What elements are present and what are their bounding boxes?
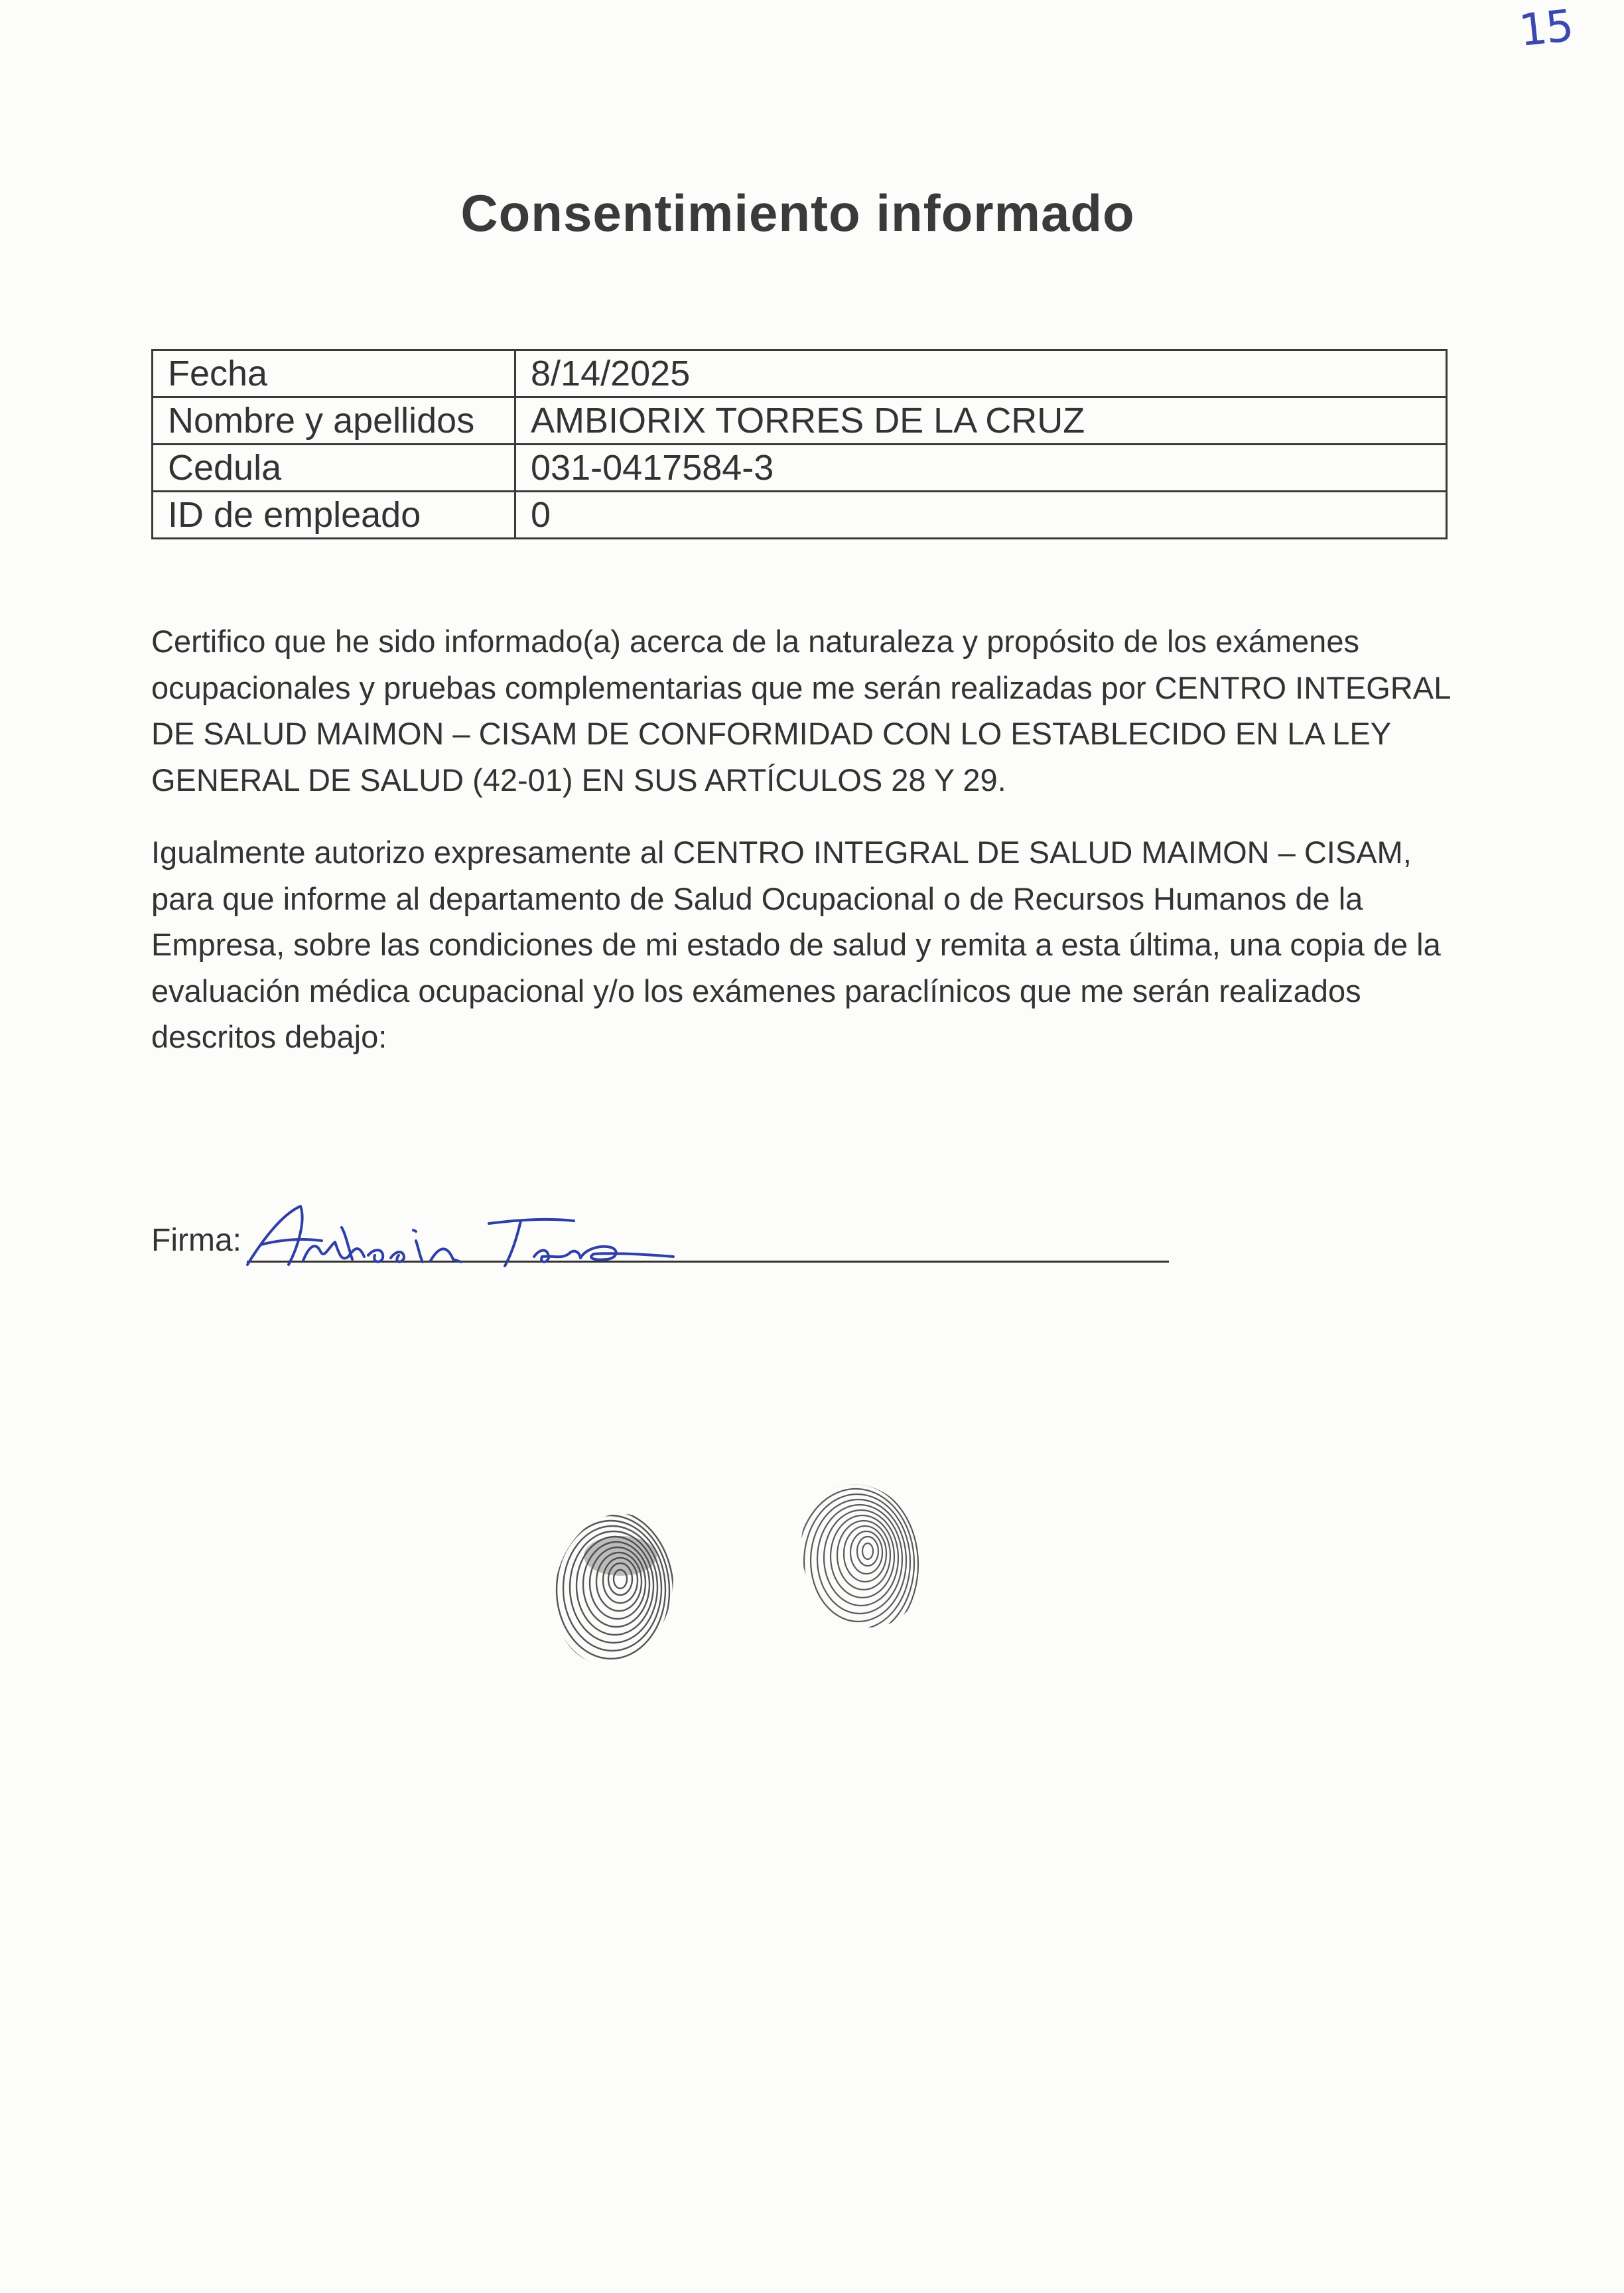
signature-label: Firma: bbox=[151, 1223, 241, 1258]
consent-paragraph-2: Igualmente autorizo expresamente al CENTRO INTEGRAL DE SALUD MAIMON – CISAM, para que informe al departamento de Salud Ocupacional o de Recursos Humanos de la Empresa, sobre las condiciones de mi estado de salud y remita a esta última, una copia de la evaluación médica ocupacional y/o los exámenes paraclínicos que me serán realizados descritos debajo: bbox=[151, 835, 1441, 1054]
field-value-fecha: 8/14/2025 bbox=[515, 350, 1447, 397]
field-label-fecha: Fecha bbox=[153, 350, 515, 397]
field-label-cedula: Cedula bbox=[153, 445, 515, 492]
field-value-id-empleado: 0 bbox=[515, 492, 1447, 539]
table-row bbox=[153, 397, 1447, 445]
document-title: Consentimiento informado bbox=[460, 184, 1135, 242]
handwritten-signature bbox=[242, 1201, 680, 1274]
info-table bbox=[151, 349, 1448, 539]
field-value-cedula: 031-0417584-3 bbox=[515, 445, 1447, 492]
table-row bbox=[153, 445, 1447, 492]
table-row bbox=[153, 492, 1447, 539]
fingerprint-right bbox=[789, 1473, 935, 1639]
page-number: 15 bbox=[1517, 0, 1575, 56]
field-value-nombre: AMBIORIX TORRES DE LA CRUZ bbox=[515, 397, 1447, 445]
field-label-nombre: Nombre y apellidos bbox=[153, 397, 515, 445]
field-label-id-empleado: ID de empleado bbox=[153, 492, 515, 539]
table-row bbox=[153, 350, 1447, 397]
fingerprint-left bbox=[544, 1506, 683, 1672]
consent-paragraph-1: Certifico que he sido informado(a) acerca de la naturaleza y propósito de los exámenes ocupacionales y pruebas complementarias que me serán realizadas por CENTRO INTEGRAL DE SALUD MAIMON – CISAM DE CONFORMIDAD CON LO ESTABLECIDO EN LA LEY GENERAL DE SALUD (42-01) EN SUS ARTÍCULOS 28 Y 29. bbox=[151, 624, 1450, 798]
